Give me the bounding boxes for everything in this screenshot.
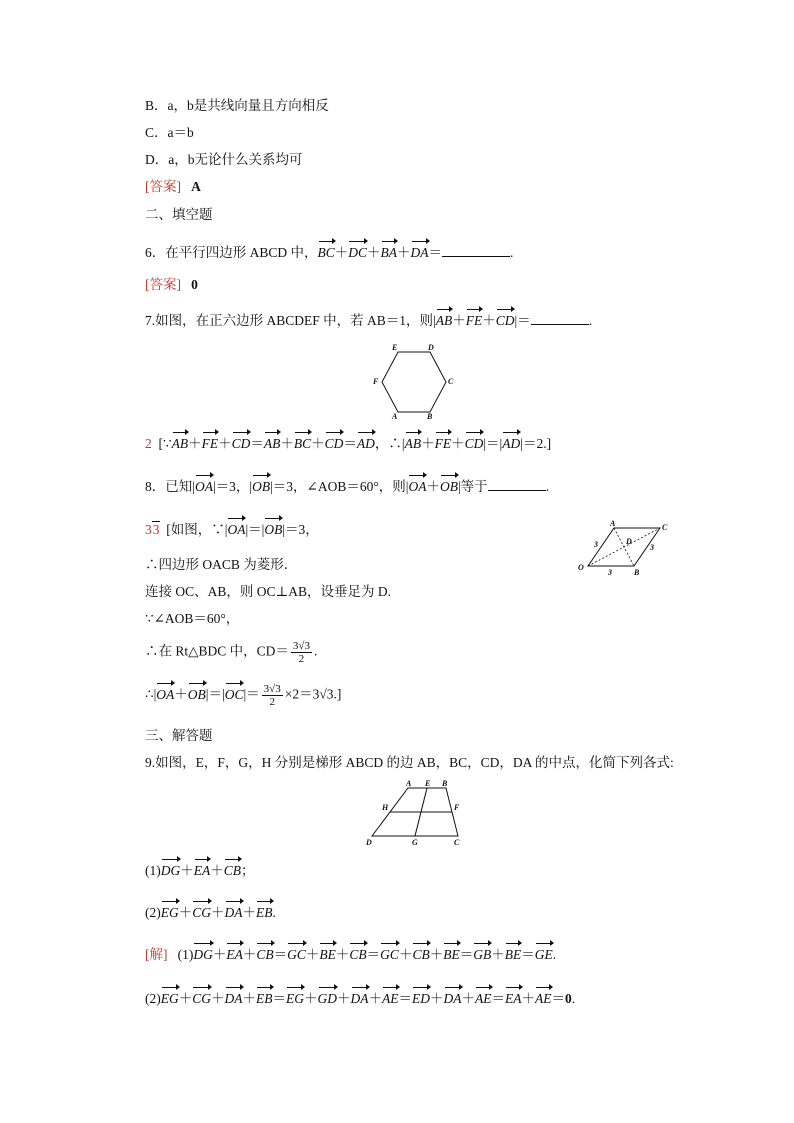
- vector: OA: [194, 479, 213, 494]
- rhombus-figure: [574, 518, 674, 576]
- vector: AD: [356, 436, 375, 451]
- vector: OB: [439, 479, 458, 494]
- vector: EG: [160, 991, 179, 1006]
- q9-solution-1: [解] (1)DG＋EA＋CB＝GC＋BE＋CB＝GC＋CB＋BE＝GB＋BE＝GE.: [145, 947, 557, 962]
- q8-sol-text: ∴在 Rt△BDC 中，CD＝: [145, 643, 289, 659]
- q5-answer: [145, 178, 201, 196]
- rhombus-label-d: D: [626, 537, 632, 546]
- vector: EA: [505, 991, 522, 1006]
- q9-question: 9.如图，E，F，G，H 分别是梯形 ABCD 的边 AB，BC，CD，DA 的中点，化简下列各式:: [145, 755, 674, 770]
- q9-part-2: (2)EG＋CG＋DA＋EB.: [145, 905, 276, 920]
- rhombus-side-3: 3: [650, 543, 654, 552]
- answer-blank: [531, 312, 589, 325]
- q8-sol-text: [如图，∵|: [166, 522, 228, 537]
- q8-solution-line-5: ∴在 Rt△BDC 中，CD＝ $\frac{3√3}{2}$ .: [145, 640, 318, 665]
- vector: CB: [349, 947, 367, 962]
- answer-label: [答案]: [145, 179, 181, 194]
- q8-given-1: |＝3，|: [212, 479, 253, 494]
- vector: BE: [504, 947, 522, 962]
- part-label: (2): [145, 905, 161, 920]
- part-label: (1): [145, 863, 161, 878]
- trap-label-g: G: [412, 838, 418, 847]
- vector: GC: [287, 947, 306, 962]
- vector: CD: [324, 436, 344, 451]
- vector: EB: [256, 905, 273, 920]
- vector: BE: [319, 947, 336, 962]
- q6-text: 6．在平行四边形 ABCD 中，: [145, 245, 318, 260]
- vector: FE: [434, 436, 452, 451]
- rhombus-side-3: 3: [594, 540, 598, 549]
- vector: FE: [201, 436, 219, 451]
- rhombus-side-3: 3: [608, 568, 612, 576]
- zero-vector: 0: [565, 991, 572, 1006]
- hex-label-b: B: [427, 412, 433, 420]
- answer-value: A: [191, 179, 201, 194]
- rhombus-label-b: B: [634, 568, 640, 576]
- solution-label: [解]: [145, 947, 168, 962]
- vector: AD: [502, 436, 521, 451]
- vector: GE: [534, 947, 553, 962]
- trap-label-f: F: [454, 803, 460, 812]
- q9-part-1: (1)DG＋EA＋CB；: [145, 863, 255, 878]
- rhombus-label-o: O: [578, 563, 584, 572]
- answer-blank: [442, 244, 510, 257]
- trap-label-e: E: [425, 779, 431, 788]
- q8-given-3: |等于: [457, 479, 488, 494]
- q7-solution-end: ＝2.]: [522, 436, 552, 451]
- q9-solution-2: (2)EG＋CG＋DA＋EB＝EG＋GD＋DA＋AE＝ED＋DA＋AE＝EA＋AE＝0.: [145, 991, 576, 1006]
- vector: FE: [465, 313, 483, 328]
- vector: OA: [227, 522, 246, 537]
- vector: OA: [156, 686, 175, 702]
- q8-sol-text: ∴|: [145, 686, 157, 702]
- vector: GD: [317, 991, 338, 1006]
- hex-label-f: F: [373, 377, 379, 386]
- vector: CD: [231, 436, 251, 451]
- trap-label-d: D: [366, 838, 372, 847]
- vector: EB: [256, 991, 273, 1006]
- vector: BC: [293, 436, 312, 451]
- section-title-solve: 三、解答题: [145, 728, 213, 743]
- q8-solution-line-2: ∴四边形 OACB 为菱形．: [145, 557, 298, 572]
- vector: OB: [264, 522, 283, 537]
- fraction: $\frac{3√3}{2}$: [263, 683, 281, 708]
- vector: CD: [495, 313, 515, 328]
- trap-label-b: B: [442, 779, 448, 788]
- vector: GC: [380, 947, 399, 962]
- hex-label-a: A: [392, 412, 398, 420]
- vector: DA: [410, 245, 429, 260]
- vector: AE: [382, 991, 399, 1006]
- vector: CG: [192, 905, 212, 920]
- vector: OA: [408, 479, 427, 494]
- trap-label-c: C: [454, 838, 460, 847]
- answer-label: [答案]: [145, 277, 181, 292]
- vector: BE: [443, 947, 460, 962]
- vector: CB: [412, 947, 430, 962]
- fraction: $\frac{3√3}{2}$: [292, 640, 310, 665]
- q6-answer: [145, 276, 198, 294]
- vector: OB: [187, 686, 206, 702]
- q8-solution-line-6: ∴|OA＋OB|＝|OC|＝ $\frac{3√3}{2}$ ×2＝3√3.]: [145, 683, 342, 708]
- trapezoid-figure: [362, 778, 466, 848]
- q8-question: 8．已知|OA|＝3，|OB|＝3，∠AOB＝60°，则|OA＋OB|等于 .: [145, 479, 550, 494]
- vector: OB: [252, 479, 271, 494]
- hex-label-c: C: [448, 377, 454, 386]
- q5-option-b: B．a，b是共线向量且方向相反: [145, 98, 329, 113]
- vector: EA: [193, 863, 211, 878]
- trap-label-h: H: [382, 803, 389, 812]
- vector: DG: [193, 947, 213, 962]
- hex-label-d: D: [428, 343, 434, 352]
- section-title-fill-in: 二、填空题: [145, 207, 213, 222]
- q8-sol-end: ×2＝3√3.]: [284, 686, 342, 702]
- vector: DC: [348, 245, 368, 260]
- q5-option-c: C．a＝b: [145, 125, 194, 140]
- q6-question: 6．在平行四边形 ABCD 中，BC＋DC＋BA＋DA＝ .: [145, 245, 514, 260]
- vector: AE: [535, 991, 552, 1006]
- vector: GB: [473, 947, 492, 962]
- answer-blank: [488, 478, 546, 491]
- vector: BC: [317, 245, 335, 260]
- q7-solution: 2 [∵AB＋FE＋CD＝AB＋BC＋CD＝AD，∴|AB＋FE＋CD|＝|AD|＝2.]: [145, 436, 552, 451]
- vector: AB: [404, 436, 422, 451]
- vector: ED: [412, 991, 431, 1006]
- vector: DA: [224, 905, 243, 920]
- vector: AE: [475, 991, 492, 1006]
- q8-solution-line-4: ∵∠AOB＝60°，: [145, 611, 240, 626]
- vector: CB: [256, 947, 274, 962]
- vector: DA: [443, 991, 462, 1006]
- rhombus-label-a: A: [610, 519, 616, 528]
- trap-label-a: A: [406, 779, 412, 788]
- solution-value: 33: [145, 522, 160, 537]
- rhombus-label-c: C: [662, 523, 668, 532]
- vector: EG: [286, 991, 305, 1006]
- vector: BA: [380, 245, 398, 260]
- vector: DA: [224, 991, 243, 1006]
- vector: CG: [192, 991, 212, 1006]
- vector: AB: [263, 436, 281, 451]
- vector: AB: [171, 436, 189, 451]
- vector: EG: [160, 905, 179, 920]
- vector: DA: [350, 991, 369, 1006]
- q8-given-2: |＝3，∠AOB＝60°，则|: [270, 479, 409, 494]
- q7-question: 7.如图，在正六边形 ABCDEF 中，若 AB＝1，则|AB＋FE＋CD|＝ .: [145, 313, 593, 328]
- q8-solution-line-3: 连接 OC、AB，则 OC⊥AB，设垂足为 D.: [145, 584, 391, 599]
- vector: AB: [435, 313, 453, 328]
- q5-option-d: D．a，b无论什么关系均可: [145, 152, 303, 167]
- vector: DG: [160, 863, 181, 878]
- q7-text: 7.如图，在正六边形 ABCDEF 中，若 AB＝1，则|: [145, 313, 436, 328]
- hex-label-e: E: [392, 343, 398, 352]
- solution-value: 2: [145, 436, 152, 451]
- q8-solution-line-1: 33 [如图，∵|OA|＝|OB|＝3，: [145, 522, 319, 537]
- answer-value: 0: [191, 277, 198, 292]
- vector: CB: [223, 863, 242, 878]
- vector: EA: [226, 947, 243, 962]
- hexagon-figure: [368, 342, 464, 420]
- vector: CD: [464, 436, 484, 451]
- vector: OC: [224, 686, 244, 702]
- q8-text: 8．已知|: [145, 479, 195, 494]
